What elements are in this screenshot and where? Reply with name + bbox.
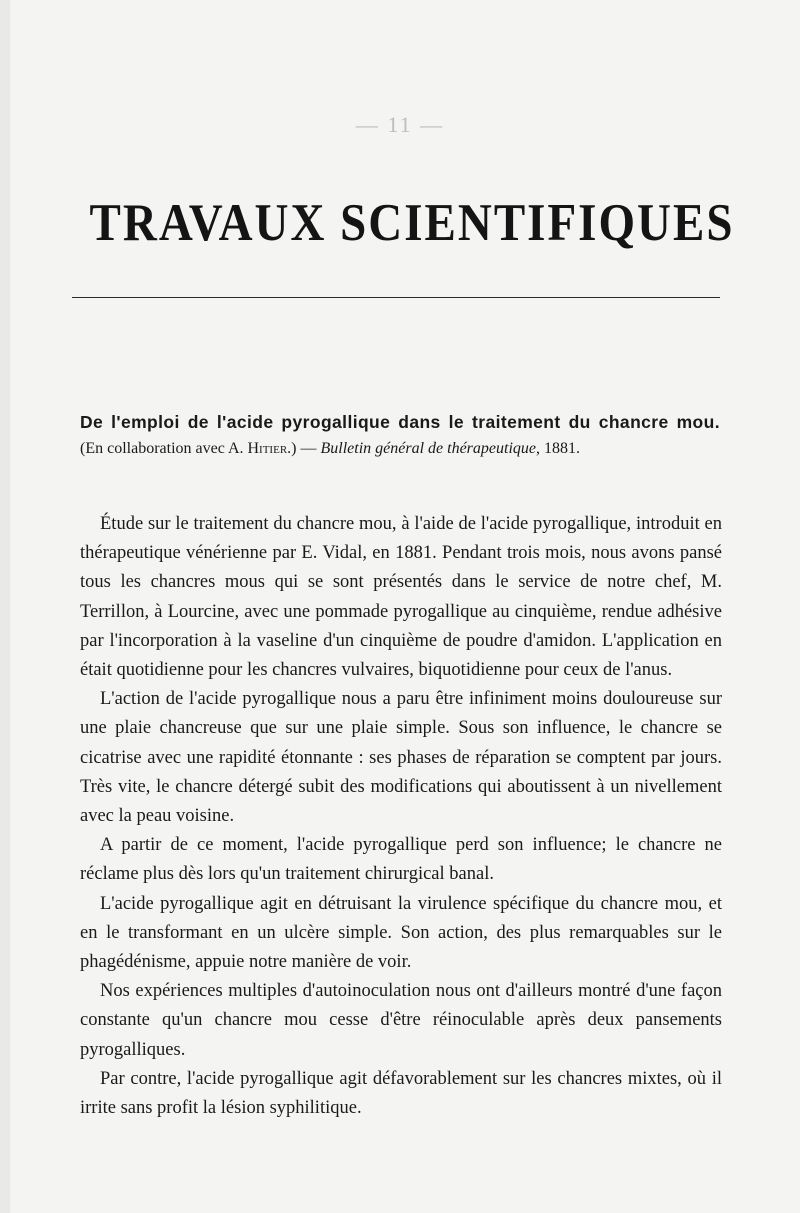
collaboration-suffix: .) —: [287, 440, 321, 457]
page-title: TRAVAUX SCIENTIFIQUES: [89, 193, 735, 253]
page-number: — 11 —: [355, 112, 445, 137]
journal-name: Bulletin général de thérapeutique: [320, 440, 536, 457]
article-title: De l'emploi de l'acide pyrogallique dans le traitement du chancre mou.: [80, 412, 720, 432]
title-divider: [72, 297, 720, 298]
paragraph: L'action de l'acide pyrogallique nous a paru être infiniment moins douloureuse sur une plaie chancreuse que sur une plaie simple. Sous son influence, le chancre se cicatrise avec une rapidité étonnante : ses phases de réparation se comptent par jours. Très vite, le chancre détergé subit des modifications qui aboutissent à un nivellement avec la peau voisine.: [80, 689, 722, 827]
collaborator-name: Hitier: [247, 440, 288, 457]
article-body: [80, 510, 722, 1123]
paragraph: A partir de ce moment, l'acide pyrogallique perd son influence; le chancre ne réclame plus dès lors qu'un traitement chirurgical banal.: [80, 835, 722, 885]
paragraph: Nos expériences multiples d'autoinoculation nous ont d'ailleurs montré d'une façon constante qu'un chancre mou cesse d'être réinoculable après deux pansements pyrogalliques.: [80, 981, 722, 1060]
document-page: [10, 0, 800, 1213]
paragraph: Étude sur le traitement du chancre mou, à l'aide de l'acide pyrogallique, introduit en thérapeutique vénérienne par E. Vidal, en 1881. Pendant trois mois, nous avons pansé tous les chancres mous qui se sont présentés dans le service de notre chef, M. Terrillon, à Lourcine, avec une pommade pyrogallique au cinquième, rendue adhésive par l'incorporation à la vaseline d'un cinquième de poudre d'amidon. L'application en était quotidienne pour les chancres vulvaires, biquotidienne pour ceux de l'anus.: [80, 514, 722, 681]
paragraph: L'acide pyrogallique agit en détruisant la virulence spécifique du chancre mou, et en le transformant en un ulcère simple. Son action, des plus remarquables sur le phagédénisme, appuie notre manière de voir.: [80, 893, 722, 973]
paragraph: Par contre, l'acide pyrogallique agit défavorablement sur les chancres mixtes, où il irrite sans profit la lésion syphilitique.: [80, 1068, 722, 1119]
article-heading: [80, 410, 720, 461]
collaboration-prefix: (En collaboration avec A.: [80, 440, 248, 457]
publication-year: , 1881.: [535, 440, 580, 457]
collaboration-note: [80, 440, 580, 457]
